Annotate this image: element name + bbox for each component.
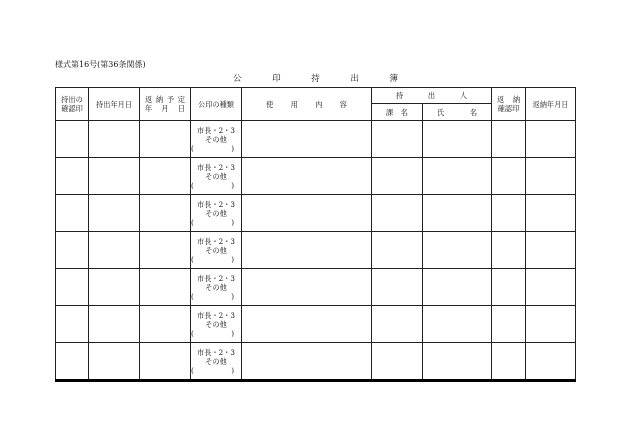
cell-return-confirm [492, 343, 526, 381]
cell-confirm-out [56, 306, 89, 343]
table-row [56, 158, 576, 195]
table-row [56, 232, 576, 269]
header-return-confirm [492, 88, 526, 121]
header-char: 出 [427, 91, 436, 100]
seal-other-text: その他 [205, 208, 227, 218]
header-char: 予 [166, 95, 175, 104]
header-char: 容 [339, 99, 347, 109]
cell-return-confirm [492, 269, 526, 306]
seal-other-text: その他 [205, 245, 227, 255]
header-char: 返 [497, 95, 505, 104]
table-row [56, 269, 576, 306]
seal-options-text: 市長・2・3 [197, 162, 235, 172]
seal-other-parentheses [191, 218, 234, 227]
seal-other-text: その他 [205, 171, 227, 181]
header-spread [372, 91, 491, 100]
header-return-date: 返納年月日 [526, 88, 576, 121]
cell-out-date [89, 195, 140, 232]
header-char: 年 [145, 104, 153, 113]
title-char: 簿 [389, 74, 398, 84]
header-spread [140, 95, 190, 104]
cell-out-date [89, 269, 140, 306]
cell-return-confirm [492, 158, 526, 195]
header-spread [242, 100, 371, 109]
cell-section [372, 121, 423, 158]
cell-return-date [526, 232, 576, 269]
header-spread [140, 104, 190, 113]
cell-confirm-out [56, 158, 89, 195]
seal-other-parentheses [191, 144, 234, 153]
seal-other-text: その他 [205, 134, 227, 144]
header-char: 日 [177, 104, 185, 113]
cell-return-plan [140, 158, 191, 195]
seal-options-text: 市長・2・3 [197, 199, 235, 209]
header-text: 確認印 [497, 104, 520, 113]
seal-other-parentheses [191, 255, 234, 264]
cell-usage [242, 269, 372, 306]
cell-seal-type [191, 232, 242, 269]
cell-seal-type [191, 121, 242, 158]
cell-seal-type [191, 158, 242, 195]
cell-out-date [89, 343, 140, 381]
header-section [372, 104, 423, 121]
cell-section [372, 343, 423, 381]
header-text: 持出の [61, 95, 83, 104]
header-char: 人 [459, 91, 468, 100]
form-number: 様式第16号(第36条関係) [55, 60, 146, 69]
cell-name [423, 158, 492, 195]
cell-return-plan [140, 269, 191, 306]
cell-return-plan [140, 195, 191, 232]
cell-return-date [526, 269, 576, 306]
header-out-date: 持出年月日 [89, 88, 140, 121]
seal-options-text: 市長・2・3 [197, 347, 235, 357]
header-char: 定 [177, 95, 185, 104]
paren-close: ) [231, 143, 234, 153]
cell-name [423, 343, 492, 381]
cell-confirm-out [56, 232, 89, 269]
cell-return-confirm [492, 195, 526, 232]
seal-other-parentheses [191, 329, 234, 338]
paren-close: ) [231, 217, 234, 227]
cell-seal-type [191, 343, 242, 381]
paren-open: ( [191, 328, 194, 338]
cell-usage [242, 121, 372, 158]
cell-usage [242, 195, 372, 232]
cell-return-plan [140, 343, 191, 381]
seal-other-text: その他 [205, 356, 227, 366]
cell-name [423, 269, 492, 306]
seal-other-parentheses [191, 181, 234, 190]
table-row [56, 195, 576, 232]
cell-return-plan [140, 232, 191, 269]
cell-section [372, 306, 423, 343]
seal-other-parentheses [191, 292, 234, 301]
cell-confirm-out [56, 343, 89, 381]
paren-close: ) [231, 328, 234, 338]
cell-seal-type [191, 269, 242, 306]
seal-other-text: その他 [205, 319, 227, 329]
cell-section [372, 158, 423, 195]
cell-usage [242, 343, 372, 381]
cell-confirm-out [56, 121, 89, 158]
header-char: 用 [290, 99, 298, 109]
header-spread [492, 95, 525, 104]
cell-return-confirm [492, 121, 526, 158]
seal-ledger-table [55, 87, 576, 382]
header-char: 月 [161, 104, 169, 113]
header-usage [242, 88, 372, 121]
header-row-top [56, 88, 576, 104]
seal-other-text: その他 [205, 282, 227, 292]
seal-options-text: 市長・2・3 [197, 125, 235, 135]
seal-options-text: 市長・2・3 [197, 236, 235, 246]
header-confirm-out [56, 88, 89, 121]
header-char: 使 [266, 99, 274, 109]
cell-usage [242, 232, 372, 269]
header-spread [423, 108, 491, 117]
paren-open: ( [191, 254, 194, 264]
cell-return-date [526, 121, 576, 158]
cell-confirm-out [56, 269, 89, 306]
cell-out-date [89, 232, 140, 269]
header-taker [372, 88, 492, 104]
cell-name [423, 195, 492, 232]
cell-return-confirm [492, 232, 526, 269]
header-char: 名 [400, 107, 408, 117]
table-row [56, 343, 576, 381]
ledger-title [233, 72, 398, 84]
header-char: 氏 [437, 107, 445, 117]
cell-section [372, 195, 423, 232]
cell-return-date [526, 158, 576, 195]
header-char: 納 [512, 95, 521, 104]
cell-section [372, 269, 423, 306]
cell-section [372, 232, 423, 269]
cell-name [423, 232, 492, 269]
header-name [423, 104, 492, 121]
header-seal-type: 公印の種類 [191, 88, 242, 121]
cell-return-date [526, 195, 576, 232]
paren-open: ( [191, 365, 194, 375]
header-char: 納 [155, 95, 164, 104]
header-char: 返 [145, 95, 153, 104]
paren-open: ( [191, 180, 194, 190]
cell-seal-type [191, 195, 242, 232]
paren-open: ( [191, 291, 194, 301]
seal-other-parentheses [191, 366, 234, 375]
cell-out-date [89, 158, 140, 195]
header-char: 名 [469, 107, 478, 117]
cell-out-date [89, 306, 140, 343]
cell-return-plan [140, 306, 191, 343]
header-char: 内 [315, 99, 323, 109]
cell-return-confirm [492, 306, 526, 343]
cell-return-date [526, 306, 576, 343]
header-spread [372, 108, 422, 117]
cell-usage [242, 158, 372, 195]
paren-open: ( [191, 217, 194, 227]
cell-seal-type [191, 306, 242, 343]
header-return-plan [140, 88, 191, 121]
cell-usage [242, 306, 372, 343]
seal-options-text: 市長・2・3 [197, 310, 235, 320]
title-char: 持 [311, 74, 320, 84]
table-row [56, 306, 576, 343]
title-char: 印 [272, 74, 281, 84]
title-char: 公 [233, 74, 242, 84]
paren-open: ( [191, 143, 194, 153]
paren-close: ) [231, 254, 234, 264]
header-text: 確認印 [61, 104, 83, 113]
cell-name [423, 121, 492, 158]
cell-name [423, 306, 492, 343]
cell-confirm-out [56, 195, 89, 232]
paren-close: ) [231, 291, 234, 301]
cell-return-date [526, 343, 576, 381]
header-char: 持 [396, 91, 404, 100]
seal-options-text: 市長・2・3 [197, 273, 235, 283]
paren-close: ) [231, 365, 234, 375]
header-char: 課 [386, 107, 394, 117]
cell-out-date [89, 121, 140, 158]
cell-return-plan [140, 121, 191, 158]
paren-close: ) [231, 180, 234, 190]
title-char: 出 [350, 74, 359, 84]
table-row [56, 121, 576, 158]
